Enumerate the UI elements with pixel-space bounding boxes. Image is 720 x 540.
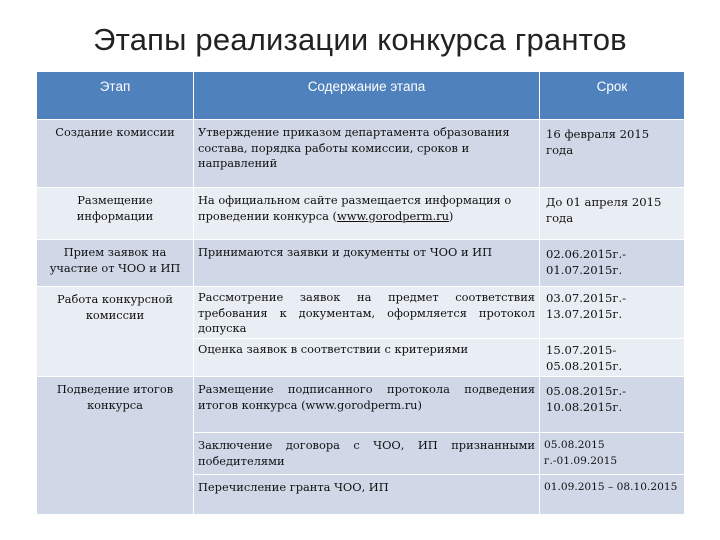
slide-title: Этапы реализации конкурса грантов [93, 22, 627, 57]
stage-cell: Подведение итогов конкурса [37, 377, 194, 515]
term-cell: 05.08.2015 г.-01.09.2015 [540, 433, 685, 475]
term-cell: 02.06.2015г.- 01.07.2015г. [540, 240, 685, 287]
content-cell: Рассмотрение заявок на предмет соответствия требования к документам, оформляется протокол допуска [194, 287, 540, 339]
stage-cell: Прием заявок на участие от ЧОО и ИП [37, 240, 194, 287]
header-term: Срок [540, 72, 685, 120]
content-cell: Принимаются заявки и документы от ЧОО и ИП [194, 240, 540, 287]
content-text: На официальном сайте размещается информация о проведении конкурса ( [198, 193, 512, 223]
term-cell: 05.08.2015г.- 10.08.2015г. [540, 377, 685, 433]
term-cell: 03.07.2015г.- 13.07.2015г. [540, 287, 685, 339]
term-cell: 15.07.2015- 05.08.2015г. [540, 339, 685, 377]
content-cell: Перечисление гранта ЧОО, ИП [194, 475, 540, 515]
header-stage: Этап [37, 72, 194, 120]
term-cell: До 01 апреля 2015 года [540, 188, 685, 240]
content-text: ) [448, 208, 454, 223]
gorodperm-link[interactable]: www.gorodperm.ru [336, 208, 449, 223]
grant-stages-table [37, 72, 685, 515]
term-cell: 16 февраля 2015 года [540, 120, 685, 188]
header-content: Содержание этапа [194, 72, 540, 120]
content-cell [194, 188, 540, 240]
content-cell: Размещение подписанного протокола подведения итогов конкурса (www.gorodperm.ru) [194, 377, 540, 433]
stage-cell: Создание комиссии [37, 120, 194, 188]
term-cell: 01.09.2015 – 08.10.2015 [540, 475, 685, 515]
stage-cell: Работа конкурсной комиссии [37, 287, 194, 377]
content-cell: Утверждение приказом департамента образования состава, порядка работы комиссии, сроков и направлений [194, 120, 540, 188]
content-cell: Оценка заявок в соответствии с критериями [194, 339, 540, 377]
content-cell: Заключение договора с ЧОО, ИП признанными победителями [194, 433, 540, 475]
stage-cell: Размещение информации [37, 188, 194, 240]
